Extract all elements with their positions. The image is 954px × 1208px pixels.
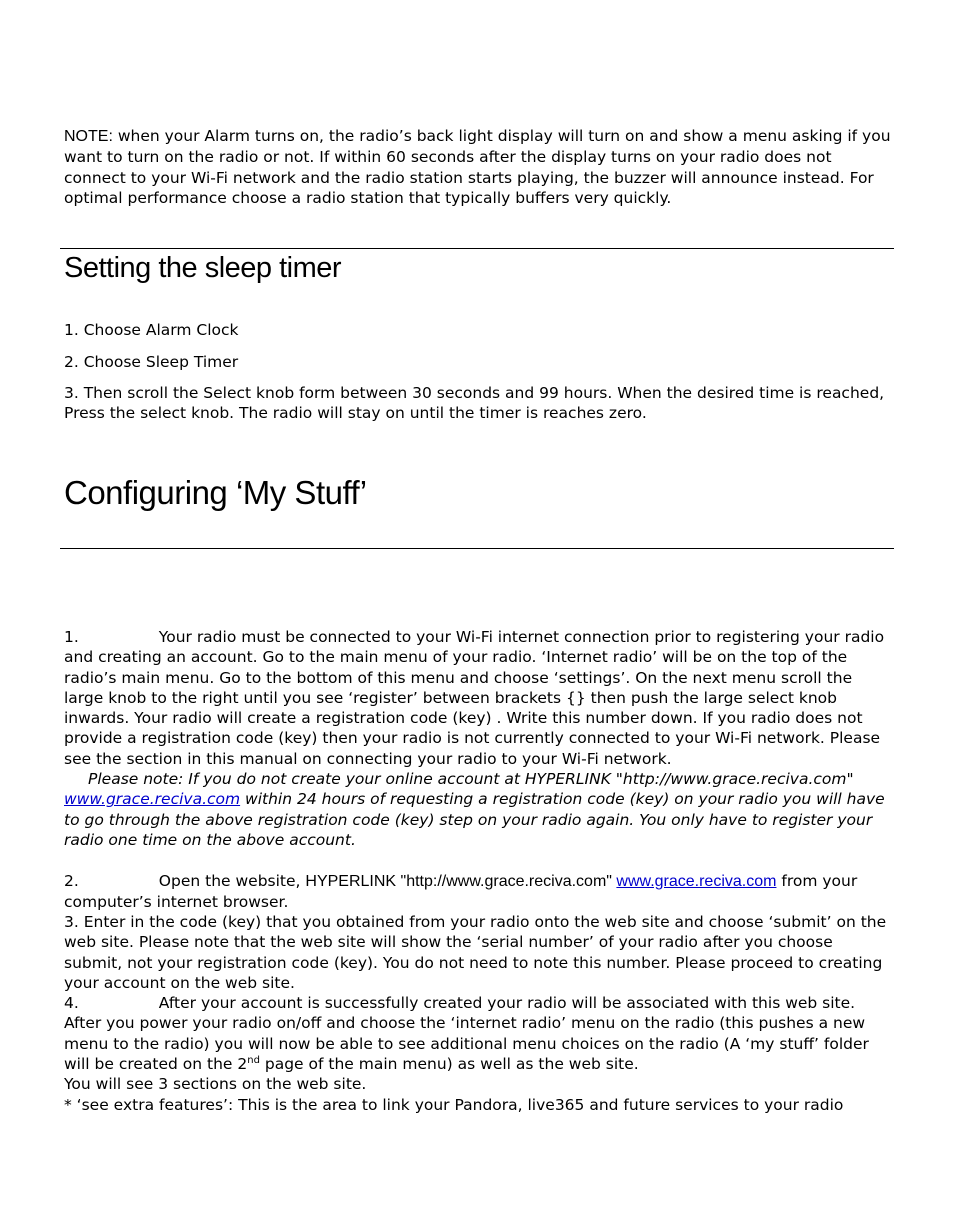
my-stuff-item-2	[64, 871, 892, 913]
item-2-suffix: from your computer’s internet browser.	[64, 872, 858, 912]
sleep-timer-heading: Setting the sleep timer	[64, 252, 342, 284]
alarm-note-paragraph	[64, 126, 892, 208]
item-4-tail: page of the main menu) as well as the web site.	[259, 1054, 639, 1073]
item-4-superscript: nd	[247, 1054, 260, 1066]
item-2-prefix: Open the website,	[158, 872, 306, 890]
my-stuff-heading: Configuring ‘My Stuff’	[64, 474, 367, 511]
item-1-text: Your radio must be connected to your Wi-Fi internet connection prior to registering your radio and creating an account. Go to the main menu of your radio. ‘Internet radio’ will be on the top of the radio’s main menu. Go to the bottom of this menu and choose ‘settings’. On the next menu scroll the large knob to the right until you see ‘register’ between brackets {} then push the large select knob inwards. Your radio will create a registration code (key) . Write this number down. If you radio does not provide a registration code (key) then your radio is not currently connected to your Wi-Fi network. Please see the section in this manual on connecting your radio to your Wi-Fi network.	[64, 628, 885, 768]
registration-note-link[interactable]: www.grace.reciva.com	[64, 790, 241, 809]
note-label: NOTE:	[64, 128, 113, 145]
sections-line: You will see 3 sections on the web site.	[64, 1075, 367, 1093]
registration-note-prefix: Please note: If you do not create your online account at HYPERLINK "http://www.grace.reciva.com"	[88, 770, 854, 788]
sleep-timer-step-2: 2. Choose Sleep Timer	[64, 353, 239, 371]
section-divider-bottom	[60, 548, 894, 549]
my-stuff-item-3: 3. Enter in the code (key) that you obtained from your radio onto the web site and choose ‘submit’ on the web site. Please note that the web site will show the ‘serial number’ of your radio after you choose submit, not your registration code (key). You do not need to note this number. Please proceed to creating your account on the web site.	[64, 913, 887, 992]
registration-note-suffix: within 24 hours of requesting a registration code (key) on your radio you will have to go through the above registration code (key) step on your radio again. You only have to register your radio one time on the above account.	[64, 790, 885, 849]
sleep-timer-step-3: 3. Then scroll the Select knob form between 30 seconds and 99 hours. When the desired time is reached, Press the select knob. The radio will stay on until the timer is reaches zero.	[64, 384, 885, 423]
item-4-number: 4.	[64, 994, 79, 1012]
note-text: when your Alarm turns on, the radio’s back light display will turn on and show a menu asking if you want to turn on the radio or not. If within 60 seconds after the display turns on your radio does not connect to your Wi-Fi network and the radio station starts playing, the buzzer will announce instead. For optimal performance choose a radio station that typically buffers very quickly.	[64, 127, 891, 207]
website-link[interactable]: www.grace.reciva.com	[616, 873, 777, 890]
item-2-number: 2.	[64, 872, 79, 890]
registration-note	[64, 769, 892, 850]
extra-features-line: * ‘see extra features’: This is the area to link your Pandora, live365 and future services to your radio	[64, 1096, 844, 1114]
sleep-timer-step-1: 1. Choose Alarm Clock	[64, 321, 239, 339]
item-1-number: 1.	[64, 628, 79, 646]
my-stuff-item-1	[64, 627, 892, 769]
my-stuff-item-4	[64, 993, 892, 1074]
item-2-hyperlink-field: HYPERLINK "http://www.grace.reciva.com"	[305, 873, 617, 890]
section-divider-top	[60, 248, 894, 249]
item-4-text: After your account is successfully created your radio will be associated with this web site. After you power your radio on/off and choose the ‘internet radio’ menu on the radio (this pushes a new menu to the radio) you will now be able to see additional menu choices on the radio (A ‘my stuff’ folder will be created on the 2	[64, 994, 869, 1073]
